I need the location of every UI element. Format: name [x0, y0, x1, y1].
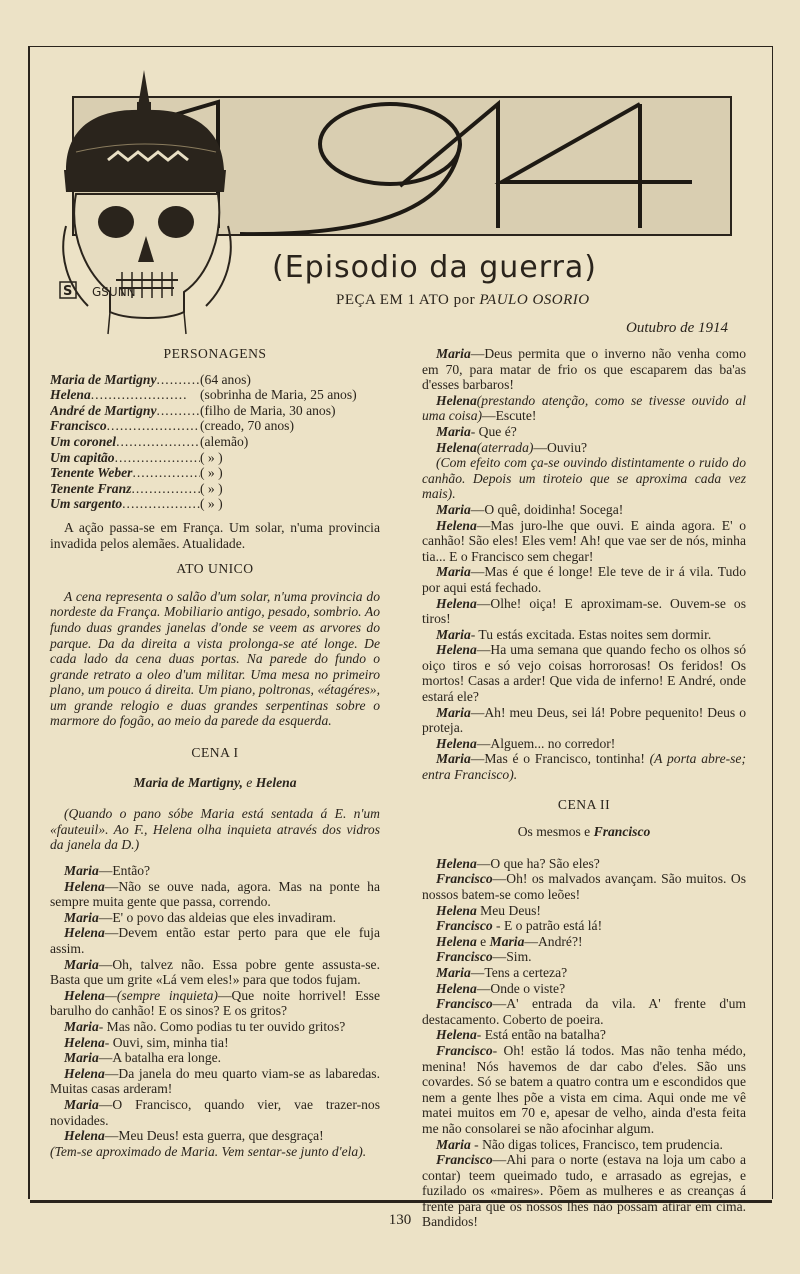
- line-text: —Ahi para o norte (estava na loja um cabo a contar) teem queimado tudo, e arrasado as egrejas, e fuzilado os «maires». Põem as mulheres e as creanças á frente para que os nossos lhes não possam atirar em cima. Bandidos!: [422, 1152, 746, 1230]
- line-text: —Sim.: [492, 949, 532, 965]
- scene2-char-a: Os mesmos e: [517, 824, 591, 840]
- line-text: - Mas não. Como podias tu ter ouvido gritos?: [98, 1018, 346, 1034]
- speaker-name: Helena: [436, 595, 477, 611]
- speaker-name: Maria: [436, 964, 471, 980]
- speaker-name: Maria: [436, 704, 471, 720]
- stage-aside: (prestando atenção, como se tivesse ouvido al uma coisa): [422, 392, 746, 424]
- speaker-name: Maria: [436, 346, 471, 361]
- cast-character: Francisco .....: [50, 418, 200, 433]
- line-text: —Oh! os malvados avançam. São muitos. Os nossos batem-se como leões!: [422, 871, 746, 902]
- line-text: - Está então na batalha?: [476, 1027, 606, 1043]
- cast-character: André de Martigny .....: [50, 403, 200, 418]
- cast-description: (filho de Maria, 30 anos): [200, 402, 336, 418]
- byline: [336, 292, 590, 309]
- scene2-char-b: Francisco: [593, 824, 651, 840]
- scene1-dialogue: [50, 863, 380, 1144]
- left-column: [50, 346, 380, 1159]
- dialogue-line: [422, 596, 746, 627]
- dialogue-line: [422, 856, 746, 872]
- scene1-stage-direction: (Quando o pano sóbe Maria está sentada á E. n'um «fauteuil». Ao F., Helena olha inquieta através dos vidros da janela da D.): [50, 806, 380, 853]
- speaker-name: Helena: [436, 933, 477, 949]
- dialogue-line: [422, 871, 746, 902]
- speaker-name: Maria: [64, 956, 99, 972]
- dialogue-line: [422, 981, 746, 997]
- dialogue-line: [422, 424, 746, 440]
- speaker-name: Francisco: [436, 949, 493, 965]
- dialogue-line: [422, 903, 746, 919]
- line-text: - Que é?: [470, 423, 517, 439]
- scene2-heading: CENA II: [557, 796, 611, 812]
- speaker-name: Maria: [436, 423, 471, 439]
- cast-name: [50, 387, 200, 403]
- dialogue-line: [50, 1128, 380, 1144]
- dialogue-line: [422, 996, 746, 1027]
- dialogue-line: [422, 642, 746, 704]
- setting-text: A ação passa-se em França. Um solar, n'uma provincia invadida pelos alemães. Atualidade.: [50, 519, 380, 551]
- speaker-name: Francisco: [436, 996, 493, 1012]
- cast-name: [50, 372, 200, 388]
- dialogue-line: [422, 934, 746, 950]
- speaker-name: Francisco: [436, 1042, 493, 1058]
- cast-row: [50, 481, 380, 497]
- stage-direction-cannon: (Com efeito com ça-se ouvindo distintamente o ruido do canhão. Depois um tiroteio que se aproxima cada vez mais).: [422, 455, 746, 502]
- line-text: —Deus permita que o inverno não venha como em 70, para matar de frio os que escaparem das ba'as d'esses barbaros!: [422, 346, 746, 393]
- speaker-name: Francisco: [436, 918, 493, 934]
- line-text: —Da janela do meu quarto viam-se as labaredas. Muitas casas arderam!: [50, 1065, 380, 1097]
- dialogue-line: [422, 965, 746, 981]
- dialogue-line: [422, 736, 746, 752]
- dialogue-line: [422, 918, 746, 934]
- dateline: Outubro de 1914: [626, 320, 728, 336]
- cast-row: [50, 465, 380, 481]
- speaker-name: Maria: [436, 626, 471, 642]
- dialogue-line: [422, 627, 746, 643]
- speaker-name: Helena: [436, 855, 477, 871]
- speaker-name: Helena: [436, 1027, 477, 1043]
- dialogue-line: [50, 879, 380, 910]
- cast-row: [50, 403, 380, 419]
- dialogue-line: [50, 957, 380, 988]
- cast-name: [50, 465, 200, 481]
- scene2-characters: [422, 824, 746, 840]
- speaker-name: Helena: [436, 392, 477, 408]
- scene1-char-and: e: [246, 774, 253, 790]
- right-column: [422, 346, 746, 1230]
- dialogue-line: [50, 1097, 380, 1128]
- dialogue-line: [422, 393, 746, 424]
- dialogue-line: [422, 1137, 746, 1153]
- speaker-name: Helena: [436, 980, 477, 996]
- line-text: —Mas é que é longe! Ele teve de ir á vila. Tudo por aqui está fechado.: [422, 564, 746, 595]
- dialogue-line: [50, 1050, 380, 1066]
- speaker-name: Maria: [64, 1096, 99, 1112]
- dialogue-line: [422, 440, 746, 456]
- cast-character: Helena .....: [50, 387, 188, 402]
- dialogue-line: [50, 1019, 380, 1035]
- speaker-name: Francisco: [436, 871, 493, 887]
- line-text: —Ha uma semana que quando fecho os olhos só oiço tiros e só vejo coisas horrorosas! Os feridos! Os mortos! Casas a arder! Que vida de inferno! E André, onde estará ele?: [422, 642, 746, 705]
- line-text: —Mas é o Francisco, tontinha!: [470, 751, 645, 767]
- line-text: —Onde o viste?: [476, 980, 566, 996]
- cast-name: [50, 496, 200, 512]
- cast-description: ( » ): [200, 496, 223, 512]
- line-text: —Meu Deus! esta guerra, que desgraça!: [104, 1128, 324, 1144]
- stage-aside: (A porta abre-se; entra Francisco).: [422, 751, 746, 783]
- act-heading: ATO UNICO: [176, 561, 254, 577]
- line-text: - Não digas tolices, Francisco, tem prudencia.: [470, 1136, 723, 1152]
- act-stage-direction: A cena representa o salão d'um solar, n'uma provincia do nordeste da França. Mobiliario antigo, pesado, sombrio. Ao fundo duas grandes janelas d'onde se veem as arvores do parque. Da da direita a vista prolonga-se até longe. De cada lado da cena duas portas. Na parede do fundo o grande retrato a oleo d'um militar. Uma mesa no primeiro plano, um pouco á direita. Um piano, poltronas, «étagéres», um grande relogio e duas grandes serpentinas sobre o marmore do fogão, ao meio da parede da esquerda.: [50, 588, 380, 729]
- cast-row: [50, 372, 380, 388]
- stage-aside: —(sempre inquieta): [104, 987, 218, 1003]
- speaker-name: Maria: [436, 501, 471, 517]
- dialogue-line: [422, 705, 746, 736]
- cast-name: [50, 481, 200, 497]
- line-text: —E' o povo das aldeias que eles invadiram.: [98, 909, 337, 925]
- cast-name: [50, 418, 200, 434]
- cast-row: [50, 387, 380, 403]
- byline-author: PAULO OSORIO: [479, 292, 590, 308]
- cast-description: (alemão): [200, 433, 249, 449]
- cast-character: Tenente Franz .....: [50, 481, 200, 496]
- line-text: —O Francisco, quando vier, vae trazer-nos novidades.: [50, 1096, 380, 1128]
- speaker-name: Helena: [436, 642, 477, 658]
- cast-description: (64 anos): [200, 371, 251, 387]
- cast-character: Um capitão .....: [50, 450, 200, 465]
- speaker-name: Helena: [436, 439, 477, 455]
- scene1-closing-stage: (Tem-se aproximado de Maria. Vem sentar-se junto d'ela).: [50, 1143, 367, 1159]
- speaker-name: Helena: [64, 1128, 105, 1144]
- line-text: —Mas juro-lhe que ouvi. E ainda agora. E' o canhão! São eles! Eles vem! Ah! que vae ser de nós, minha tia... E o Francisco sem chegar!: [422, 517, 746, 564]
- speaker-name: Helena: [436, 902, 477, 918]
- cast-character: Tenente Weber .....: [50, 465, 200, 480]
- speaker-name: Maria: [436, 751, 471, 767]
- cast-description: (sobrinha de Maria, 25 anos): [200, 387, 357, 403]
- line-text: —O que ha? São eles?: [476, 855, 600, 871]
- speaker-name: Maria: [489, 933, 525, 949]
- cast-name: [50, 450, 200, 466]
- cast-heading: PERSONAGENS: [163, 346, 267, 361]
- line-text: —Ouviu?: [533, 439, 588, 455]
- line-text: —Ah! meu Deus, sei lá! Pobre pequenito! Deus o proteja.: [422, 704, 746, 736]
- dialogue-line: [50, 863, 380, 879]
- line-text: - Tu estás excitada. Estas noites sem dormir.: [470, 626, 712, 642]
- dialogue-line: [50, 925, 380, 956]
- speaker-name: Maria: [436, 1136, 471, 1152]
- scene1-characters: [50, 775, 380, 791]
- line-text: —Olhe! oiça! E aproximam-se. Ouvem-se os tiros!: [422, 595, 746, 627]
- cast-description: ( » ): [200, 449, 223, 465]
- dialogue-line: [422, 751, 746, 782]
- line-text: —A' entrada da vila. A' frente d'um destacamento. Coberto de poeira.: [422, 996, 746, 1027]
- scene1-heading: CENA I: [191, 745, 239, 761]
- dialogue-line: [422, 518, 746, 565]
- skull-helmet-illustration: [58, 66, 238, 336]
- dialogue-line: [422, 346, 746, 393]
- dialogue-block-a: [422, 346, 746, 455]
- speaker-name: Helena: [64, 1065, 105, 1081]
- speaker-name: Francisco: [436, 1152, 493, 1168]
- speaker-name: Helena: [436, 735, 477, 751]
- dialogue-block-c: [422, 856, 746, 1230]
- dialogue-line: [422, 564, 746, 595]
- speaker-name: Helena: [436, 517, 477, 533]
- cast-row: [50, 496, 380, 512]
- speaker-name: Helena: [64, 878, 105, 894]
- scene1-char-b: Helena: [255, 774, 297, 790]
- line-text: —Oh, talvez não. Essa pobre gente assusta-se. Basta que um grite «Lá vem eles!» para que todos fujam.: [50, 956, 380, 988]
- line-text: - Oh! estão lá todos. Mas não tenha médo, menina! Nós havemos de dar cabo d'eles. São uns covardes. Só se batem a quatro contra um e escondidos que nem a gente lhes põe a vista em cima. Aqui onde me vê matei muitos em 70 e, apesar de velho, ainda d'esta feita me não consolarei se não afocinhar algum.: [422, 1042, 746, 1136]
- speaker-name: Helena: [64, 1034, 105, 1050]
- cast-row: [50, 434, 380, 450]
- page-number: 130: [388, 1212, 412, 1228]
- line-text: - Ouvi, sim, minha tia!: [104, 1034, 229, 1050]
- dialogue-line: [50, 988, 380, 1019]
- scene1-char-a: Maria de Martigny,: [133, 774, 243, 790]
- line-text: —Não se ouve nada, agora. Mas na ponte ha sempre muita gente que passa, correndo.: [50, 878, 380, 910]
- byline-prefix: PEÇA EM 1 ATO por: [336, 292, 476, 308]
- line-text: —O quê, doidinha! Socega!: [470, 501, 624, 517]
- speaker-name: Maria: [64, 863, 99, 879]
- speaker-name: Maria: [64, 909, 99, 925]
- line-text: Meu Deus!: [476, 902, 541, 918]
- speaker-name: Maria: [64, 1050, 99, 1066]
- cast-character: Maria de Martigny .....: [50, 372, 200, 387]
- cast-row: [50, 450, 380, 466]
- cast-description: ( » ): [200, 480, 223, 496]
- cast-list: [50, 372, 380, 512]
- stage-aside: (aterrada): [476, 439, 534, 455]
- line-text: —Alguem... no corredor!: [476, 735, 616, 751]
- helmet-inscription: GSUNN: [92, 285, 136, 299]
- speaker-name: Helena: [64, 987, 105, 1003]
- cast-row: [50, 418, 380, 434]
- line-text: —Devem então estar perto para que ele fuja assim.: [50, 925, 380, 956]
- helmet-monogram: S: [63, 284, 73, 299]
- cast-description: (creado, 70 anos): [200, 418, 294, 434]
- dialogue-line: [50, 1066, 380, 1097]
- speaker-name: Maria: [436, 564, 471, 580]
- line-text: - E o patrão está lá!: [492, 918, 603, 934]
- dialogue-line: [422, 502, 746, 518]
- subtitle: (Episodio da guerra): [272, 250, 597, 285]
- dialogue-line: [50, 910, 380, 926]
- speaker-name: Helena: [64, 925, 105, 941]
- cast-name: [50, 403, 200, 419]
- line-text: —Que noite horrivel! Esse barulho do canhão! E os sinos? E os gritos?: [50, 987, 380, 1019]
- cast-character: Um coronel .....: [50, 434, 200, 449]
- cast-name: [50, 434, 200, 450]
- line-text: —Então?: [98, 863, 151, 879]
- speaker-name: Maria: [64, 1018, 99, 1034]
- dialogue-line: [50, 1035, 380, 1051]
- dialogue-block-b: [422, 502, 746, 783]
- line-text: e: [476, 933, 490, 949]
- dialogue-line: [422, 1043, 746, 1137]
- dialogue-line: [422, 949, 746, 965]
- line-text: —Tens a certeza?: [470, 964, 568, 980]
- line-text: —A batalha era longe.: [98, 1050, 222, 1066]
- cast-description: ( » ): [200, 465, 223, 481]
- line-text: —Escute!: [482, 408, 537, 424]
- cast-character: Um sargento .....: [50, 496, 200, 511]
- line-text: —André?!: [524, 933, 583, 949]
- dialogue-line: [422, 1027, 746, 1043]
